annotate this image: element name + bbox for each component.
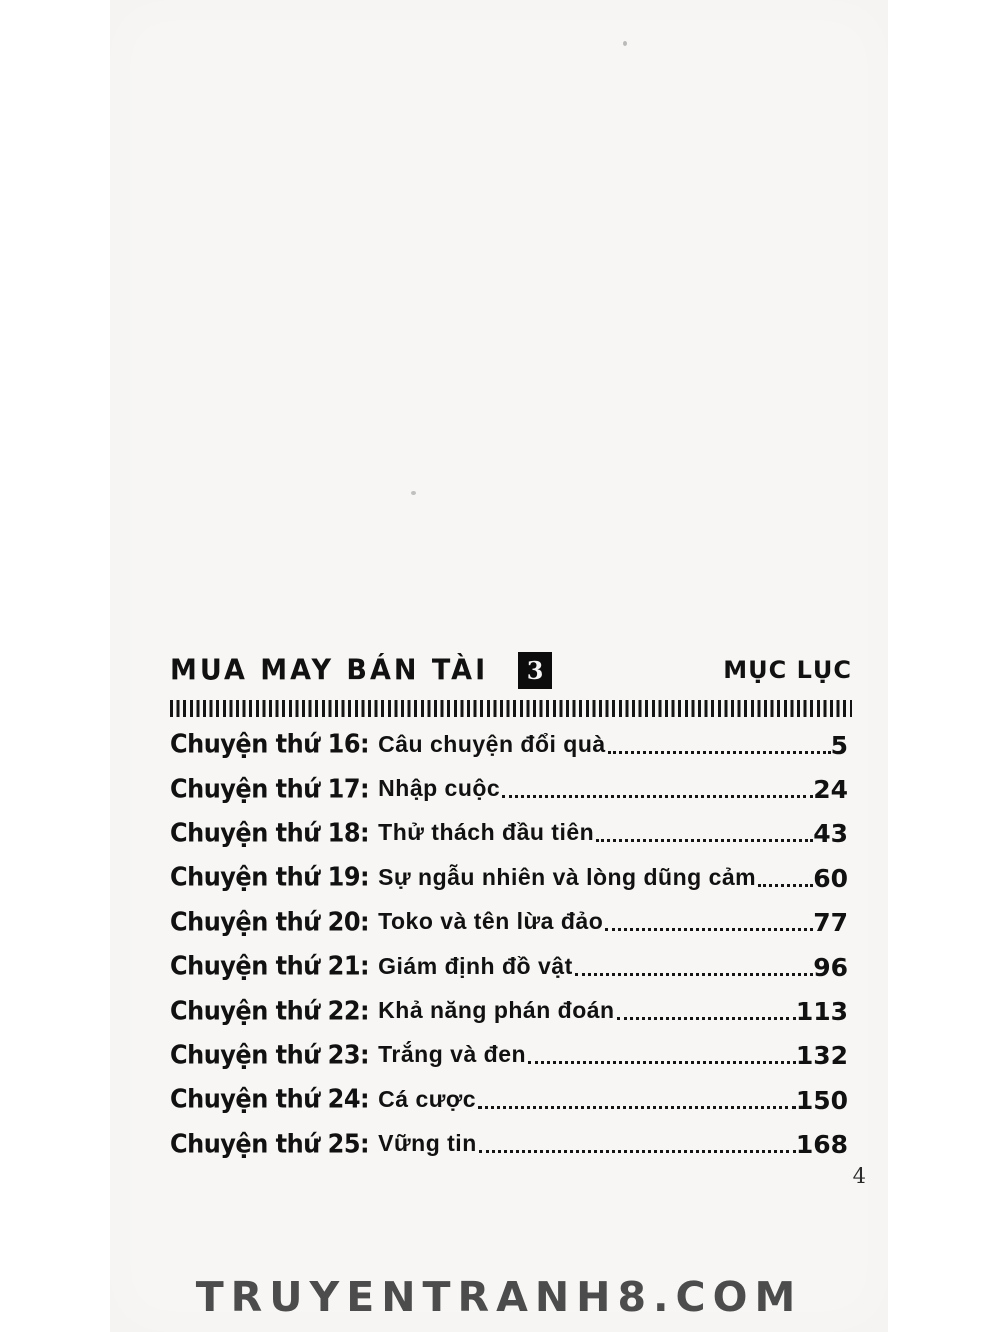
chapter-title: Thử thách đầu tiên	[378, 819, 595, 846]
dot-leader	[528, 1061, 796, 1064]
toc-entry	[170, 944, 848, 988]
dot-leader	[479, 1150, 796, 1153]
chapter-label: Chuyện thứ 21:	[170, 951, 370, 982]
toc-entry	[170, 766, 848, 810]
chapter-page-number: 43	[813, 819, 848, 849]
divider-striped-bar	[170, 700, 852, 717]
chapter-page-number: 96	[813, 952, 848, 982]
chapter-label: Chuyện thứ 19:	[170, 862, 370, 893]
toc-list	[170, 722, 848, 1166]
toc-header	[170, 650, 852, 690]
chapter-label: Chuyện thứ 17:	[170, 773, 370, 804]
chapter-page-number: 77	[813, 908, 848, 938]
chapter-page-number: 5	[830, 730, 848, 760]
scan-speck	[411, 491, 416, 495]
chapter-page-number: 132	[795, 1041, 848, 1071]
chapter-label: Chuyện thứ 20:	[170, 906, 370, 937]
toc-entry	[170, 1033, 848, 1077]
dot-leader	[502, 795, 813, 798]
chapter-page-number: 168	[795, 1130, 848, 1160]
chapter-title: Sự ngẫu nhiên và lòng dũng cảm	[378, 863, 757, 890]
volume-number-badge: 3	[518, 652, 552, 689]
toc-entry	[170, 900, 848, 944]
site-watermark: TRUYENTRANH8.COM	[195, 1273, 803, 1321]
chapter-label: Chuyện thứ 16:	[170, 729, 370, 760]
chapter-title: Cá cược	[378, 1085, 477, 1112]
chapter-page-number: 24	[813, 775, 848, 805]
chapter-title: Toko và tên lừa đảo	[378, 908, 604, 935]
chapter-page-number: 113	[795, 997, 848, 1027]
chapter-page-number: 60	[813, 863, 848, 893]
folio-page-number: 4	[852, 1164, 866, 1188]
dot-leader	[596, 839, 813, 842]
chapter-title: Giám định đồ vật	[378, 952, 573, 979]
chapter-title: Vững tin	[378, 1130, 477, 1157]
scan-speck	[623, 41, 627, 46]
dot-leader	[608, 751, 831, 754]
chapter-page-number: 150	[795, 1085, 848, 1115]
dot-leader	[605, 928, 813, 931]
section-title: MỤC LỤC	[723, 656, 852, 684]
chapter-title: Khả năng phán đoán	[378, 997, 615, 1024]
toc-entry	[170, 722, 848, 766]
toc-entry	[170, 811, 848, 855]
chapter-label: Chuyện thứ 18:	[170, 817, 370, 849]
toc-entry	[170, 988, 848, 1032]
dot-leader	[758, 884, 813, 887]
dot-leader	[478, 1106, 796, 1109]
scanned-page	[110, 0, 888, 1332]
chapter-label: Chuyện thứ 25:	[170, 1128, 370, 1159]
toc-entry	[170, 1077, 848, 1121]
chapter-title: Câu chuyện đổi quà	[378, 730, 606, 757]
chapter-label: Chuyện thứ 23:	[170, 1039, 370, 1071]
toc-entry	[170, 1122, 848, 1166]
chapter-title: Nhập cuộc	[378, 775, 501, 802]
toc-entry	[170, 855, 848, 899]
dot-leader	[575, 973, 813, 976]
series-title: MUA MAY BÁN TÀI	[170, 653, 489, 687]
chapter-label: Chuyện thứ 22:	[170, 995, 370, 1026]
dot-leader	[617, 1017, 796, 1020]
chapter-title: Trắng và đen	[378, 1041, 527, 1068]
chapter-label: Chuyện thứ 24:	[170, 1084, 370, 1115]
